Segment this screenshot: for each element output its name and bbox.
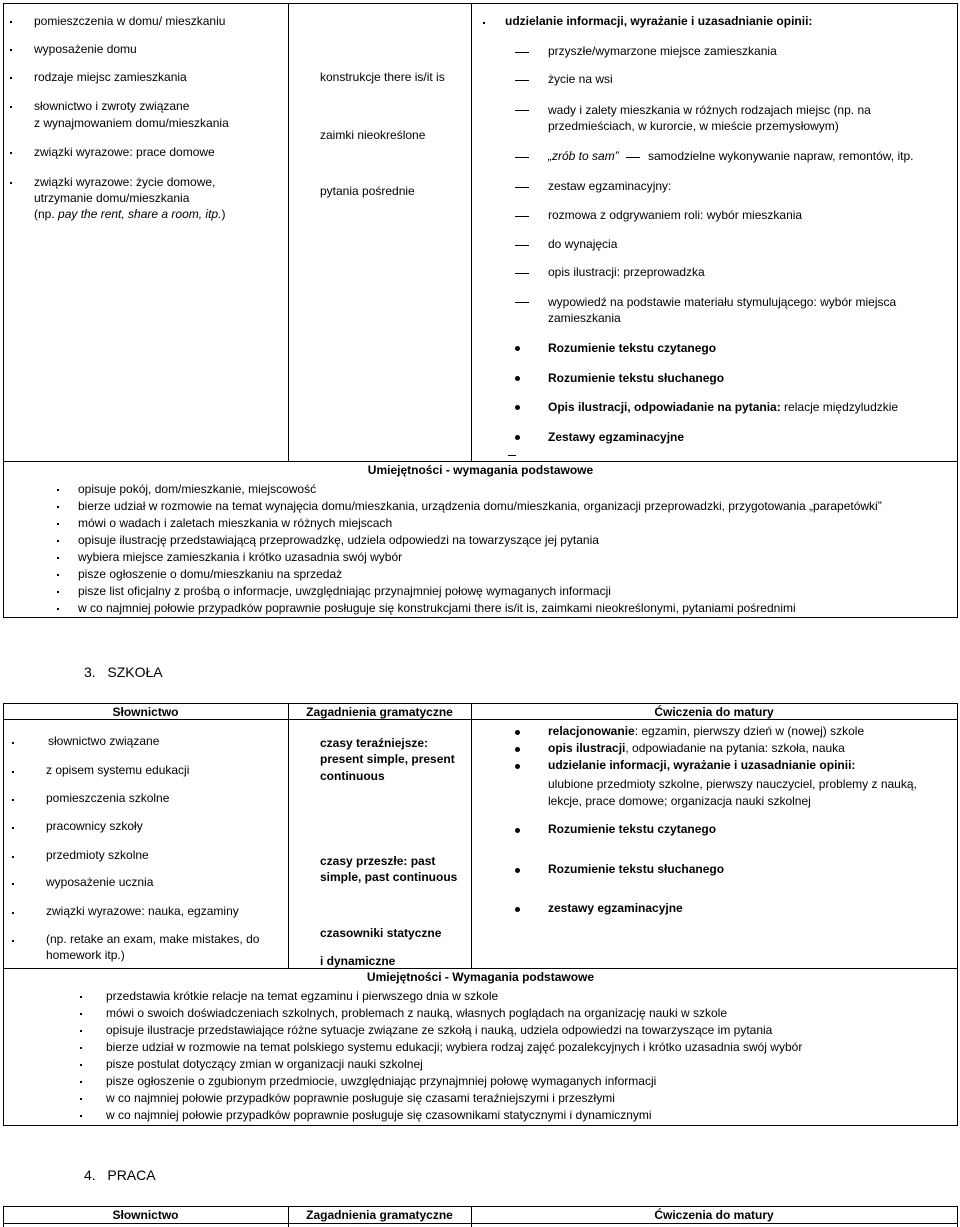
list-item: słownictwo związane — [48, 734, 160, 748]
skill-item: w co najmniej połowie przypadków poprawnie posługuje się czasownikami statycznymi i dynamicznymi — [106, 1108, 652, 1122]
grammar-item: czasy teraźniejsze: — [320, 736, 429, 750]
list-item: rodzaje miejsc zamieszkania — [34, 70, 187, 84]
column-header-exercises: Ćwiczenia do matury — [654, 1208, 774, 1222]
bullet-icon — [57, 557, 59, 559]
exercise-item: życie na wsi — [548, 72, 613, 86]
exercise-item: lekcje, prace domowe; organizacja nauki szkolnej — [548, 794, 811, 808]
exercise-item: zestaw egzaminacyjny: — [548, 179, 672, 193]
bullet-icon — [57, 574, 59, 576]
table-border-left — [3, 703, 4, 1126]
skill-item: w co najmniej połowie przypadków poprawnie posługuje się konstrukcjami there is/it is, zaimkami nieokreślonymi, pytaniami pośrednimi — [78, 601, 796, 615]
bullet-icon — [10, 49, 12, 51]
grammar-item: present simple, present — [320, 752, 455, 766]
table-border-right — [957, 703, 958, 1126]
bullet-icon — [12, 771, 14, 773]
bullet-icon — [12, 827, 14, 829]
exercise-item: ulubione przedmioty szkolne, pierwszy nauczyciel, problemy z nauką, — [548, 777, 917, 791]
dash-icon — [515, 110, 529, 111]
bullet-icon — [57, 489, 59, 491]
bullet-icon — [515, 376, 520, 381]
bullet-icon — [12, 912, 14, 914]
exercise-item: opis ilustracji: przeprowadzka — [548, 265, 705, 279]
dash-icon — [515, 302, 529, 303]
skill-item: pisze ogłoszenie o domu/mieszkaniu na sprzedaż — [78, 567, 343, 581]
table-border-bottom — [3, 617, 958, 618]
exercise-item: Zestawy egzaminacyjne — [548, 430, 685, 444]
bullet-icon — [515, 435, 520, 440]
bullet-icon — [10, 77, 12, 79]
skill-item: mówi o swoich doświadczeniach szkolnych, problemach z nauką, własnych poglądach na organizację nauki w szkole — [106, 1006, 727, 1020]
skill-item: opisuje ilustrację przedstawiającą przeprowadzkę, udziela odpowiedzi na towarzyszące jej pytania — [78, 533, 599, 547]
bullet-icon — [80, 1013, 82, 1015]
dash-icon — [515, 245, 529, 246]
bullet-icon — [80, 996, 82, 998]
bullet-icon — [80, 1115, 82, 1117]
bullet-icon — [515, 730, 520, 735]
skill-item: pisze list oficjalny z prośbą o informacje, uwzględniając przynajmniej połowę wymaganych informacji — [78, 584, 611, 598]
bullet-icon — [483, 22, 485, 24]
bullet-icon — [515, 868, 520, 873]
bullet-icon — [80, 1098, 82, 1100]
skill-item: bierze udział w rozmowie na temat polskiego systemu edukacji; wybiera rodzaj zajęć pozalekcyjnych i krótko uzasadnia swój wybór — [106, 1040, 803, 1054]
dash-icon — [515, 273, 529, 274]
exercise-item: relacjonowanie: egzamin, pierwszy dzień w (nowej) szkole — [548, 724, 865, 738]
skill-item: opisuje pokój, dom/mieszkanie, miejscowość — [78, 482, 317, 496]
list-item: z opisem systemu edukacji — [46, 763, 190, 777]
exercise-item: zamieszkania — [548, 311, 621, 325]
skill-item: bierze udział w rozmowie na temat wynajęcia domu/mieszkania, urządzenia domu/mieszkania, organizacji przeprowadzki, przygotowania „parapetówki” — [78, 499, 882, 513]
list-item: pracownicy szkoły — [46, 819, 143, 833]
list-item: przedmioty szkolne — [46, 848, 149, 862]
bullet-icon — [57, 523, 59, 525]
list-item: wyposażenie domu — [34, 42, 137, 56]
exercise-item: Rozumienie tekstu słuchanego — [548, 862, 725, 876]
column-divider — [471, 703, 472, 968]
header-divider — [3, 1223, 958, 1224]
grammar-item: zaimki nieokreślone — [320, 128, 426, 142]
list-item: związki wyrazowe: prace domowe — [34, 145, 215, 159]
list-item: związki wyrazowe: życie domowe, — [34, 175, 216, 189]
exercise-item: wypowiedź na podstawie materiału stymulującego: wybór miejsca — [548, 295, 897, 309]
bullet-icon — [515, 405, 520, 410]
exercise-heading: udzielanie informacji, wyrażanie i uzasadnianie opinii: — [505, 14, 813, 28]
column-header-vocabulary: Słownictwo — [112, 1208, 179, 1222]
bullet-icon — [10, 21, 12, 23]
exercise-item: Rozumienie tekstu czytanego — [548, 341, 717, 355]
list-item: związki wyrazowe: nauka, egzaminy — [46, 904, 239, 918]
dash-icon — [515, 52, 529, 53]
bullet-icon — [57, 608, 59, 610]
bullet-icon — [80, 1047, 82, 1049]
row-divider — [3, 968, 958, 969]
bullet-icon — [12, 856, 14, 858]
exercise-item: rozmowa z odgrywaniem roli: wybór mieszkania — [548, 208, 803, 222]
table-border-left — [3, 3, 4, 618]
dash-icon — [515, 216, 529, 217]
grammar-item: i dynamiczne — [320, 954, 396, 968]
exercise-item: „zrób to sam” — [548, 149, 619, 163]
exercise-item: Rozumienie tekstu czytanego — [548, 822, 717, 836]
exercise-item: samodzielne wykonywanie napraw, remontów, itp. — [648, 149, 914, 163]
list-item: z wynajmowaniem domu/mieszkania — [34, 116, 229, 130]
skill-item: opisuje ilustracje przedstawiające różne sytuacje związane ze szkołą i nauką, udziela odpowiedzi na towarzyszące im pytania — [106, 1023, 773, 1037]
skill-item: pisze ogłoszenie o zgubionym przedmiocie, uwzględniając przynajmniej połowę wymaganych informacji — [106, 1074, 657, 1088]
bullet-icon — [10, 152, 12, 154]
column-header-grammar: Zagadnienia gramatyczne — [306, 705, 453, 719]
bullet-icon — [12, 799, 14, 801]
dash-icon — [626, 157, 640, 158]
exercise-item: przedmieściach, w kurorcie, w mieście przemysłowym) — [548, 119, 839, 133]
dash-icon — [515, 157, 529, 158]
table-border-top — [3, 1206, 958, 1207]
list-item: pomieszczenia szkolne — [46, 791, 170, 805]
bullet-icon — [57, 591, 59, 593]
table-border-right — [957, 1206, 958, 1227]
bullet-icon — [515, 747, 520, 752]
exercise-item: opis ilustracji, odpowiadanie na pytania: szkoła, nauka — [548, 741, 845, 755]
skill-item: w co najmniej połowie przypadków poprawnie posługuje się czasami teraźniejszymi i przeszłymi — [106, 1091, 615, 1105]
skill-item: mówi o wadach i zaletach mieszkania w różnych miejscach — [78, 516, 393, 530]
bullet-icon — [10, 106, 12, 108]
grammar-item: konstrukcje there is/it is — [320, 70, 445, 84]
list-item: homework itp.) — [46, 948, 125, 962]
bullet-icon — [80, 1030, 82, 1032]
list-item: wyposażenie ucznia — [46, 875, 154, 889]
bullet-icon — [12, 940, 14, 942]
section-heading: 3. SZKOŁA — [84, 664, 163, 680]
dash-icon — [515, 187, 529, 188]
grammar-item: pytania pośrednie — [320, 184, 415, 198]
list-item: (np. retake an exam, make mistakes, do — [46, 932, 260, 946]
bullet-icon — [57, 506, 59, 508]
column-divider — [288, 3, 289, 461]
exercise-item: udzielanie informacji, wyrażanie i uzasadnianie opinii: — [548, 758, 856, 772]
bullet-icon — [515, 346, 520, 351]
bullet-icon — [515, 907, 520, 912]
grammar-item: czasy przeszłe: past — [320, 854, 436, 868]
bullet-icon — [12, 883, 14, 885]
grammar-item: continuous — [320, 769, 385, 783]
column-divider — [471, 3, 472, 461]
exercise-item: przyszłe/wymarzone miejsce zamieszkania — [548, 44, 777, 58]
column-header-vocabulary: Słownictwo — [112, 705, 179, 719]
exercise-item: wady i zalety mieszkania w różnych rodzajach miejsc (np. na — [548, 103, 871, 117]
table-border-top — [3, 3, 958, 4]
exercise-item: Rozumienie tekstu słuchanego — [548, 371, 725, 385]
exercise-item: zestawy egzaminacyjne — [548, 901, 683, 915]
bullet-icon — [515, 764, 520, 769]
exercise-item: Opis ilustracji, odpowiadanie na pytania: relacje międzyludzkie — [548, 400, 899, 414]
skills-header: Umiejętności - Wymagania podstawowe — [366, 970, 595, 984]
skill-item: wybiera miejsce zamieszkania i krótko uzasadnia swój wybór — [78, 550, 403, 564]
column-header-exercises: Ćwiczenia do matury — [654, 705, 774, 719]
list-item: słownictwo i zwroty związane — [34, 99, 190, 113]
column-divider — [288, 703, 289, 968]
list-item: utrzymanie domu/mieszkania — [34, 191, 190, 205]
list-item: pomieszczenia w domu/ mieszkaniu — [34, 14, 226, 28]
skill-item: przedstawia krótkie relacje na temat egzaminu i pierwszego dnia w szkole — [106, 989, 499, 1003]
bullet-icon — [80, 1081, 82, 1083]
table-border-top — [3, 703, 958, 704]
exercise-item: do wynajęcia — [548, 237, 618, 251]
skills-header: Umiejętności - wymagania podstawowe — [367, 463, 594, 477]
list-item: (np. pay the rent, share a room, itp.) — [34, 207, 226, 221]
dash-icon — [515, 80, 529, 81]
bullet-icon — [10, 182, 12, 184]
skill-item: pisze postulat dotyczący zmian w organizacji nauki szkolnej — [106, 1057, 423, 1071]
bullet-icon — [57, 540, 59, 542]
section-heading: 4. PRACA — [84, 1167, 156, 1183]
dash-icon — [508, 455, 516, 456]
grammar-item: simple, past continuous — [320, 870, 458, 884]
table-border-bottom — [3, 1125, 958, 1126]
grammar-item: czasowniki statyczne — [320, 926, 442, 940]
bullet-icon — [515, 828, 520, 833]
column-header-grammar: Zagadnienia gramatyczne — [306, 1208, 453, 1222]
row-divider — [3, 461, 958, 462]
bullet-icon — [80, 1064, 82, 1066]
table-border-right — [957, 3, 958, 618]
bullet-icon — [12, 742, 14, 744]
